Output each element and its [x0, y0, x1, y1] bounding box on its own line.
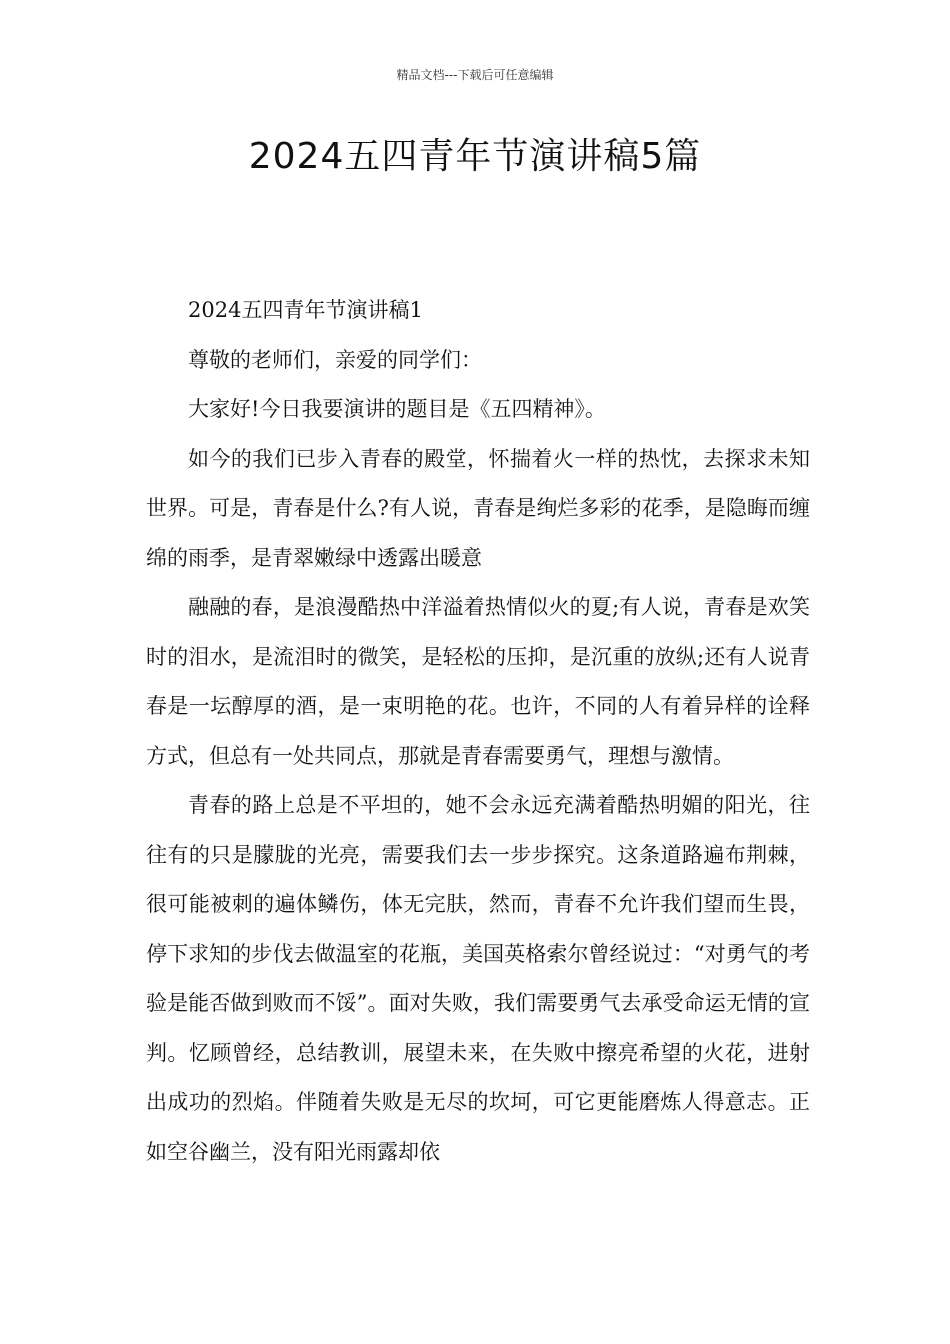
body-paragraph: 融融的春，是浪漫酷热中洋溢着热情似火的夏;有人说，青春是欢笑时的泪水，是流泪时的微笑，是轻松的压抑，是沉重的放纵;还有人说青春是一坛醇厚的酒，是一束明艳的花。也许，不同的人有着异样的诠释方式，但总有一处共同点，那就是青春需要勇气，理想与激情。 — [146, 595, 810, 768]
document-title: 2024五四青年节演讲稿5篇 — [248, 136, 702, 177]
greeting: 大家好!今日我要演讲的题目是《五四精神》。 — [188, 397, 606, 421]
section-heading: 2024五四青年节演讲稿1 — [188, 298, 423, 322]
document-body — [146, 286, 810, 1177]
body-paragraph: 青春的路上总是不平坦的，她不会永远充满着酷热明媚的阳光，往往有的只是朦胧的光亮，需要我们去一步步探究。这条道路遍布荆棘，很可能被刺的遍体鳞伤，体无完肤，然而，青春不允许我们望而生畏，停下求知的步伐去做温室的花瓶，美国英格索尔曾经说过：“对勇气的考验是能否做到败而不馁”。面对失败，我们需要勇气去承受命运无情的宣判。忆顾曾经，总结教训，展望未来，在失败中擦亮希望的火花，进射出成功的烈焰。伴随着失败是无尽的坎坷，可它更能磨炼人得意志。正如空谷幽兰，没有阳光雨露却依 — [146, 793, 810, 1164]
body-paragraph: 如今的我们已步入青春的殿堂，怀揣着火一样的热忱，去探求未知世界。可是，青春是什么?有人说，青春是绚烂多彩的花季，是隐晦而缠绵的雨季，是青翠嫩绿中透露出暖意 — [146, 446, 810, 570]
salutation: 尊敬的老师们，亲爱的同学们： — [188, 347, 482, 372]
page-header: 精品文档---下载后可任意编辑 — [396, 68, 554, 82]
